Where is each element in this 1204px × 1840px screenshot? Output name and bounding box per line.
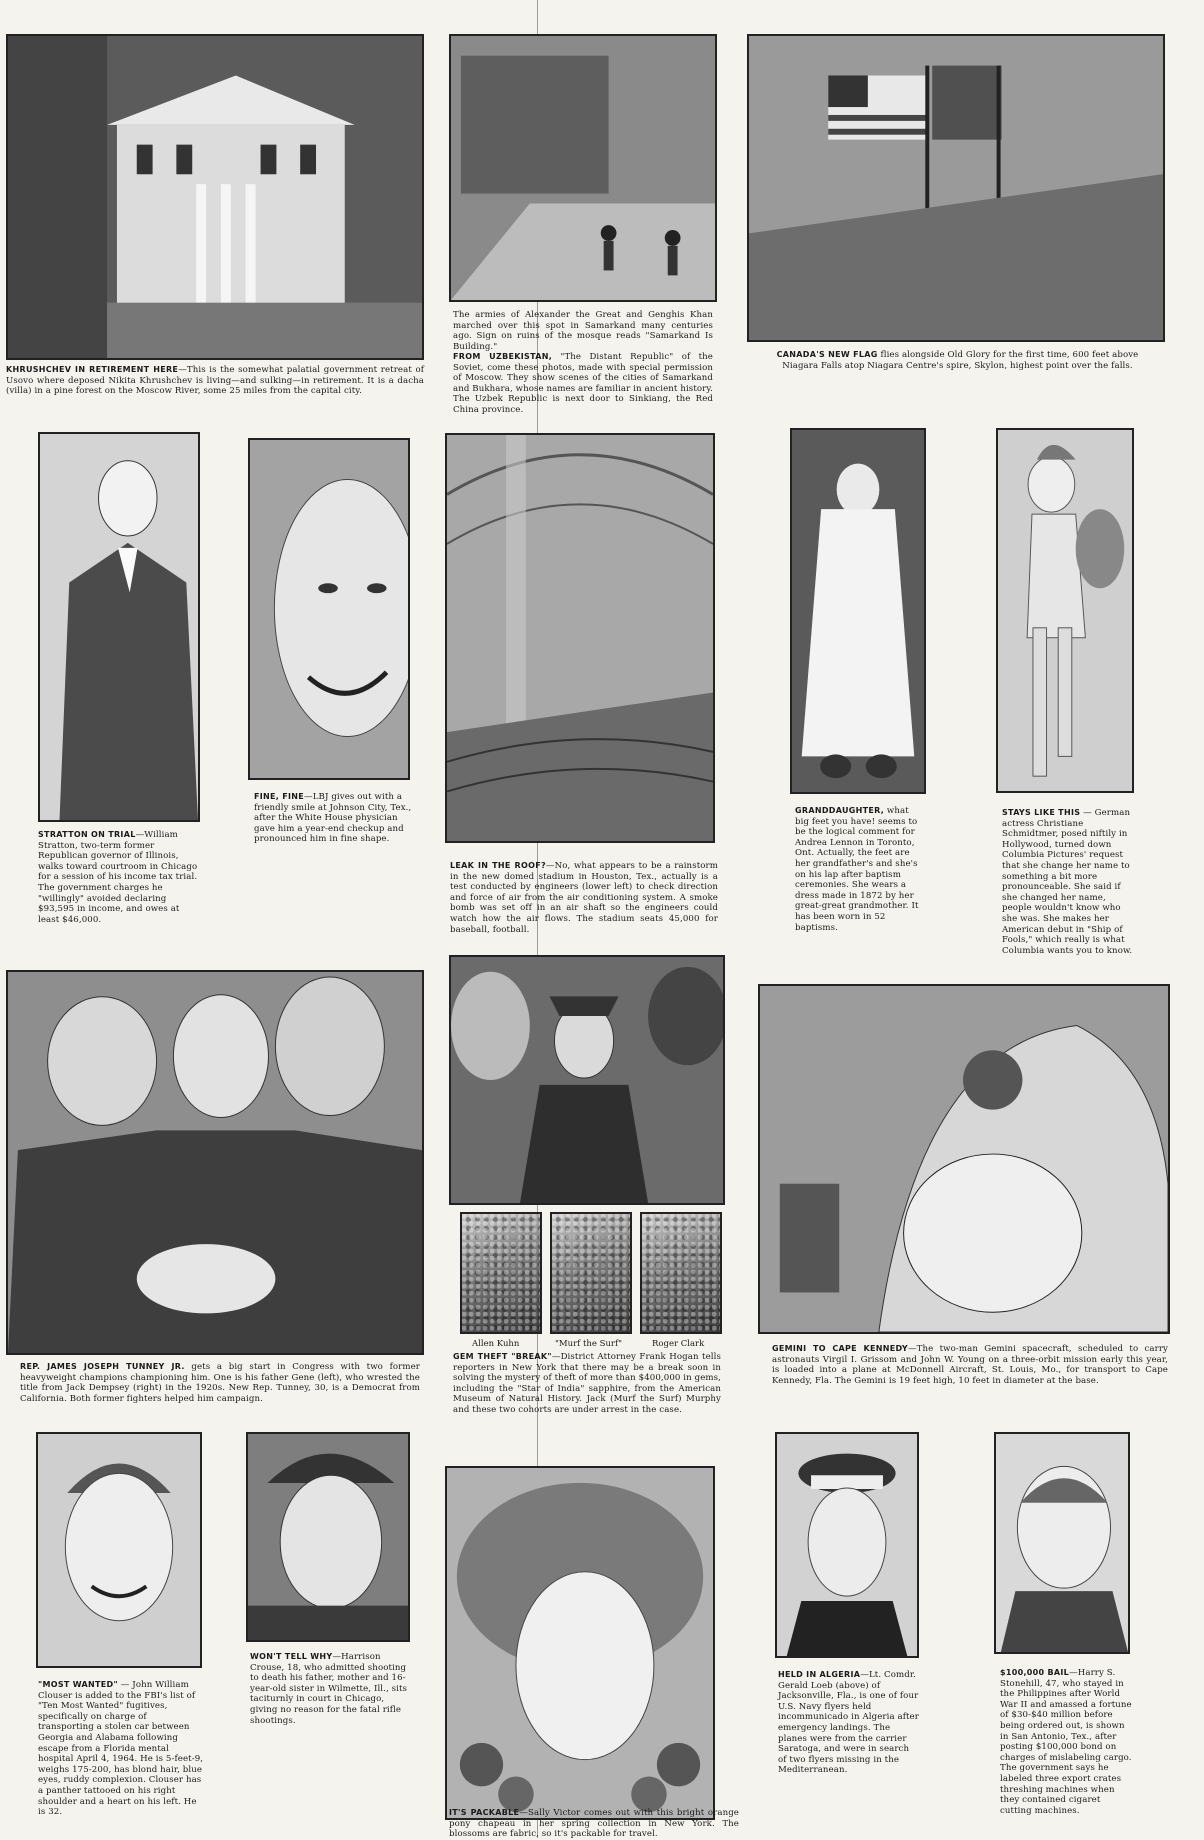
caption-gem-head: GEM THEFT "BREAK" bbox=[453, 1352, 552, 1361]
caption-stays-head: STAYS LIKE THIS bbox=[1002, 808, 1081, 817]
caption-stays-body: — German actress Christiane Schmidtmer, posed niftily in Hollywood, turned down Columbia Pictures' request that she change her name to something a bit more pronounceable. She said if she changed her name, people wouldn't know who she was. She makes her American debut in "Ship of Fools," which really is what Columbia wants you to know. bbox=[1002, 808, 1133, 956]
gem-name-murf: "Murf the Surf" bbox=[555, 1339, 623, 1349]
caption-uzbekistan bbox=[453, 352, 713, 416]
caption-gemini-head: GEMINI TO CAPE KENNEDY bbox=[772, 1344, 908, 1353]
caption-packable-body: —Sally Victor comes out with this bright orange pony chapeau in her spring collection in New York. The blossoms are fabric, so it's packable for travel. bbox=[449, 1808, 739, 1840]
caption-tunney bbox=[20, 1362, 420, 1404]
photo-canada-flag bbox=[747, 34, 1165, 342]
caption-samarkand-body: The armies of Alexander the Great and Genghis Khan marched over this spot in Samarkand many centuries ago. Sign on ruins of the mosque reads "Samarkand Is Building." bbox=[453, 310, 713, 352]
mugshot-kuhn bbox=[460, 1212, 542, 1334]
gem-name-clark: Roger Clark bbox=[652, 1339, 705, 1349]
photo-gem-theft bbox=[449, 955, 725, 1205]
caption-khrushchev bbox=[6, 365, 424, 397]
caption-wanted-body: — John William Clouser is added to the FBI's list of "Ten Most Wanted" fugitives, specifically on charge of transporting a stolen car between Georgia and Alabama following escape from a Florida mental hospital April 4, 1964. He is 5-feet-9, weighs 175-200, has blond hair, blue eyes, ruddy complexion. Clouser has a panther tattooed on his right shoulder and a heart on his left. He is 32. bbox=[38, 1680, 204, 1818]
caption-wanted-head: "MOST WANTED" bbox=[38, 1680, 118, 1689]
photo-granddaughter bbox=[790, 428, 926, 794]
caption-granddaughter-head: GRANDDAUGHTER, bbox=[795, 806, 885, 815]
photo-schmidtmer bbox=[996, 428, 1134, 793]
caption-bail bbox=[1000, 1668, 1134, 1816]
caption-khrushchev-body: —This is the somewhat palatial government retreat of Usovo where deposed Nikita Khrushchev is living—and sulking—in retirement. It is a dacha (villa) in a pine forest on the Moscow River, some 25 miles from the capital city. bbox=[6, 365, 424, 397]
caption-fine-head: FINE, FINE bbox=[254, 792, 305, 801]
caption-packable bbox=[449, 1808, 739, 1840]
photo-stonehill bbox=[994, 1432, 1130, 1654]
caption-uzbekistan-body: "The Distant Republic" of the Soviet, come these photos, made with special permission of Moscow. They show scenes of the cities of Samarkand and Bukhara, whose names are familiar in ancient history. The Uzbek Republic is next door to Sinkiang, the Red China province. bbox=[453, 352, 713, 415]
gem-name-kuhn: Allen Kuhn bbox=[472, 1339, 520, 1349]
caption-wanted bbox=[38, 1680, 204, 1818]
caption-wont-body: —Harrison Crouse, 18, who admitted shooting to death his father, mother and 16-year-old sister in Wilmette, Ill., sits taciturnly in court in Chicago, giving no reason for the fatal rifle shootings. bbox=[250, 1652, 408, 1726]
caption-canada bbox=[760, 350, 1155, 371]
caption-gem bbox=[453, 1352, 721, 1416]
caption-granddaughter bbox=[795, 806, 925, 933]
photo-tunney bbox=[6, 970, 424, 1355]
caption-packable-head: IT'S PACKABLE bbox=[449, 1808, 520, 1817]
caption-gemini-body: —The two-man Gemini spacecraft, scheduled to carry astronauts Virgil I. Grissom and John W. Young on a three-orbit mission early this year, is loaded into a plane at McDonnell Aircraft, St. Louis, Mo., for transport to Cape Kennedy, Fla. The Gemini is 19 feet high, 10 feet in diameter at the base. bbox=[772, 1344, 1169, 1386]
caption-algeria-head: HELD IN ALGERIA bbox=[778, 1670, 861, 1679]
caption-canada-head: CANADA'S NEW FLAG bbox=[776, 350, 878, 359]
photo-khrushchev-dacha bbox=[6, 34, 424, 360]
photo-clouser bbox=[36, 1432, 202, 1668]
caption-canada-body: flies alongside Old Glory for the first time, 600 feet above Niagara Falls atop Niagara Centre's spire, Skylon, highest point over the falls. bbox=[782, 350, 1139, 371]
caption-bail-body: —Harry S. Stonehill, 47, who stayed in the Philippines after World War II and amassed a fortune of $30-$40 million before being ordered out, is shown in San Antonio, Tex., after posting $100,000 bond on charges of mislabeling cargo. The government says he labeled three export crates threshing machines when they contained cigaret cutting machines. bbox=[1000, 1668, 1132, 1816]
mugshot-murf bbox=[550, 1212, 632, 1334]
photo-gemini bbox=[758, 984, 1170, 1334]
photo-loeb bbox=[775, 1432, 919, 1658]
mugshot-row bbox=[460, 1212, 722, 1334]
caption-wont bbox=[250, 1652, 410, 1726]
caption-bail-head: $100,000 BAIL bbox=[1000, 1668, 1070, 1677]
caption-leak bbox=[450, 861, 718, 935]
mugshot-clark bbox=[640, 1212, 722, 1334]
caption-leak-body: —No, what appears to be a rainstorm in the new domed stadium in Houston, Tex., actually is a test conducted by engineers (lower left) to check direction and force of air from the air conditioning system. A smoke bomb was set off in an air shaft so the engineers could watch how the air flows. The stadium seats 45,000 for baseball, football. bbox=[450, 861, 718, 935]
caption-fine-body: —LBJ gives out with a friendly smile at Johnson City, Tex., after the White House physician gave him a year-end checkup and pronounced him in fine shape. bbox=[254, 792, 412, 845]
caption-stays bbox=[1002, 808, 1136, 956]
caption-stratton-head: STRATTON ON TRIAL bbox=[38, 830, 136, 839]
caption-gemini bbox=[772, 1344, 1168, 1386]
caption-fine bbox=[254, 792, 412, 845]
photo-samarkand bbox=[449, 34, 717, 302]
caption-algeria bbox=[778, 1670, 920, 1776]
caption-stratton bbox=[38, 830, 200, 925]
caption-khrushchev-head: KHRUSHCHEV IN RETIREMENT HERE bbox=[6, 365, 179, 374]
photo-stratton bbox=[38, 432, 200, 822]
caption-wont-head: WON'T TELL WHY bbox=[250, 1652, 333, 1661]
caption-leak-head: LEAK IN THE ROOF? bbox=[450, 861, 546, 870]
caption-granddaughter-body: what big feet you have! seems to be the logical comment for Andrea Lennon in Toronto, Ont. Actually, the feet are her grandfather's and she's on his lap after baptism ceremonies. She wears a dress made in 1872 by her great-great grandmother. It has been worn in 52 baptisms. bbox=[795, 806, 919, 933]
caption-algeria-body: —Lt. Comdr. Gerald Loeb (above) of Jacksonville, Fla., is one of four U.S. Navy flyers held incommunicado in Algeria after emergency landings. The planes were from the carrier Saratoga, and were in search of two flyers missing in the Mediterranean. bbox=[778, 1670, 919, 1776]
photo-houston-dome bbox=[445, 433, 715, 843]
photo-sally-victor-hat bbox=[445, 1466, 715, 1820]
caption-gem-body: —District Attorney Frank Hogan tells reporters in New York that there may be a break soon in solving the mystery of theft of more than $400,000 in gems, including the "Star of India" sapphire, from the American Museum of Natural History. Jack (Murf the Surf) Murphy and these two cohorts are under arrest in the case. bbox=[453, 1352, 721, 1415]
caption-stratton-body: —William Stratton, two-term former Republican governor of Illinois, walks toward courtroom in Chicago for a session of his income tax trial. The government charges he "willingly" avoided declaring $93,595 in income, and owes at least $46,000. bbox=[38, 830, 198, 925]
photo-lbj bbox=[248, 438, 410, 780]
caption-tunney-head: REP. JAMES JOSEPH TUNNEY JR. bbox=[20, 1362, 185, 1371]
caption-samarkand bbox=[453, 310, 713, 352]
photo-crouse bbox=[246, 1432, 410, 1642]
caption-tunney-body: gets a big start in Congress with two former heavyweight champions championing him. One is his father Gene (left), who wrested the title from Jack Dempsey (right) in the 1920s. New Rep. Tunney, 30, is a Democrat from California. Both former fighters helped him campaign. bbox=[20, 1362, 420, 1404]
caption-uzbekistan-head: FROM UZBEKISTAN, bbox=[453, 352, 553, 361]
